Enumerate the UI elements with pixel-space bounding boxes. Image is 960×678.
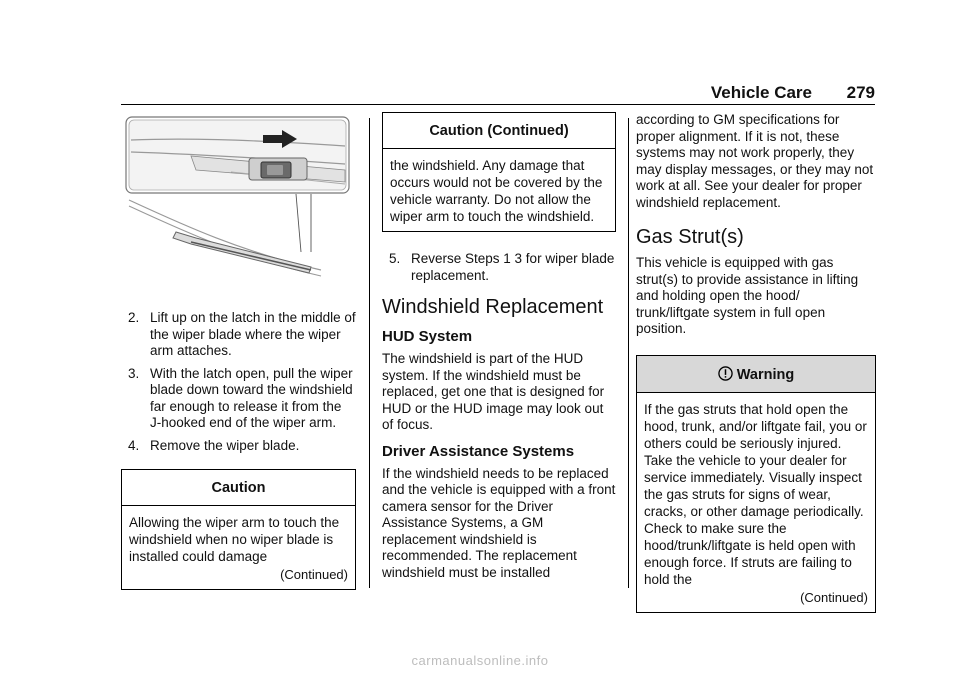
step-text: Lift up on the latch in the middle of the wiper blade where the wiper arm attaches. bbox=[150, 310, 356, 358]
warning-body bbox=[637, 393, 875, 612]
column-2 bbox=[382, 112, 616, 581]
warning-text: If the gas struts that hold open the hood, trunk, and/or liftgate fail, you or others could be seriously injured. Take the vehicle to your dealer for service immediately. Visually inspect the gas struts for signs of wear, cracks, or other damage periodically. Check to make sure the hood/trunk/liftgate is held open with enough force. If struts are failing to hold the bbox=[644, 401, 867, 587]
wiper-blade-illustration bbox=[121, 112, 354, 282]
hud-system-text: The windshield is part of the HUD system. If the windshield must be replaced, get one that is designed for HUD or the HUD image may look out of focus. bbox=[382, 351, 605, 432]
column-divider-2 bbox=[628, 118, 629, 588]
list-item bbox=[121, 366, 356, 432]
windshield-continued-text: according to GM specifications for proper alignment. If it is not, these systems may not work properly, they may display messages, or they may not work at all. See your dealer for proper windshield replacement. bbox=[636, 112, 874, 210]
caution-body bbox=[122, 506, 355, 589]
continued-label: (Continued) bbox=[800, 589, 868, 605]
caution-continued-title: Caution (Continued) bbox=[383, 113, 615, 149]
hud-system-heading: HUD System bbox=[382, 328, 473, 345]
gas-struts-text: This vehicle is equipped with gas strut(s) to provide assistance in lifting and holding open the hood/ trunk/liftgate system in full open position. bbox=[636, 255, 859, 336]
step-number: 5. bbox=[389, 251, 401, 266]
steps-list bbox=[121, 310, 356, 454]
list-item bbox=[121, 438, 356, 455]
column-divider-1 bbox=[369, 118, 370, 588]
list-item bbox=[382, 251, 616, 284]
continued-label: (Continued) bbox=[280, 567, 348, 582]
caution-title: Caution bbox=[122, 470, 355, 506]
warning-title: Warning bbox=[736, 366, 795, 383]
column-1 bbox=[121, 112, 356, 590]
warning-box bbox=[636, 355, 876, 613]
warning-header bbox=[637, 356, 875, 393]
column-3 bbox=[636, 112, 876, 613]
footer-watermark: carmanualsonline.info bbox=[411, 653, 549, 668]
warning-icon bbox=[718, 366, 733, 381]
list-item bbox=[121, 310, 356, 360]
step-text: Remove the wiper blade. bbox=[150, 437, 300, 453]
step-number: 4. bbox=[128, 437, 140, 453]
header-rule bbox=[121, 104, 875, 105]
section-title: Vehicle Care bbox=[710, 83, 812, 102]
page-header bbox=[121, 83, 875, 105]
driver-assistance-heading: Driver Assistance Systems bbox=[382, 442, 575, 460]
step-number: 3. bbox=[128, 365, 140, 381]
caution-continued-body: the windshield. Any damage that occurs would not be covered by the vehicle warranty. Do not allow the wiper arm to touch the windshield. bbox=[390, 158, 603, 224]
driver-assistance-text: If the windshield needs to be replaced and the vehicle is equipped with a front camera sensor for the Driver Assistance Systems, a GM replacement windshield is recommended. The replacement windshield must be installed bbox=[382, 465, 616, 580]
windshield-replacement-heading: Windshield Replacement bbox=[382, 296, 604, 318]
gas-struts-heading: Gas Strut(s) bbox=[636, 226, 744, 248]
caution-continued-box bbox=[382, 112, 616, 232]
step-text: With the latch open, pull the wiper blade down toward the windshield far enough to release it from the J-hooked end of the wiper arm. bbox=[150, 365, 353, 430]
step-number: 2. bbox=[128, 310, 140, 325]
caution-text: Allowing the wiper arm to touch the windshield when no wiper blade is installed could damage bbox=[129, 515, 340, 564]
step-text: Reverse Steps 1 3 for wiper blade replacement. bbox=[411, 251, 615, 283]
caution-box bbox=[121, 469, 356, 590]
page-number: 279 bbox=[846, 83, 875, 102]
